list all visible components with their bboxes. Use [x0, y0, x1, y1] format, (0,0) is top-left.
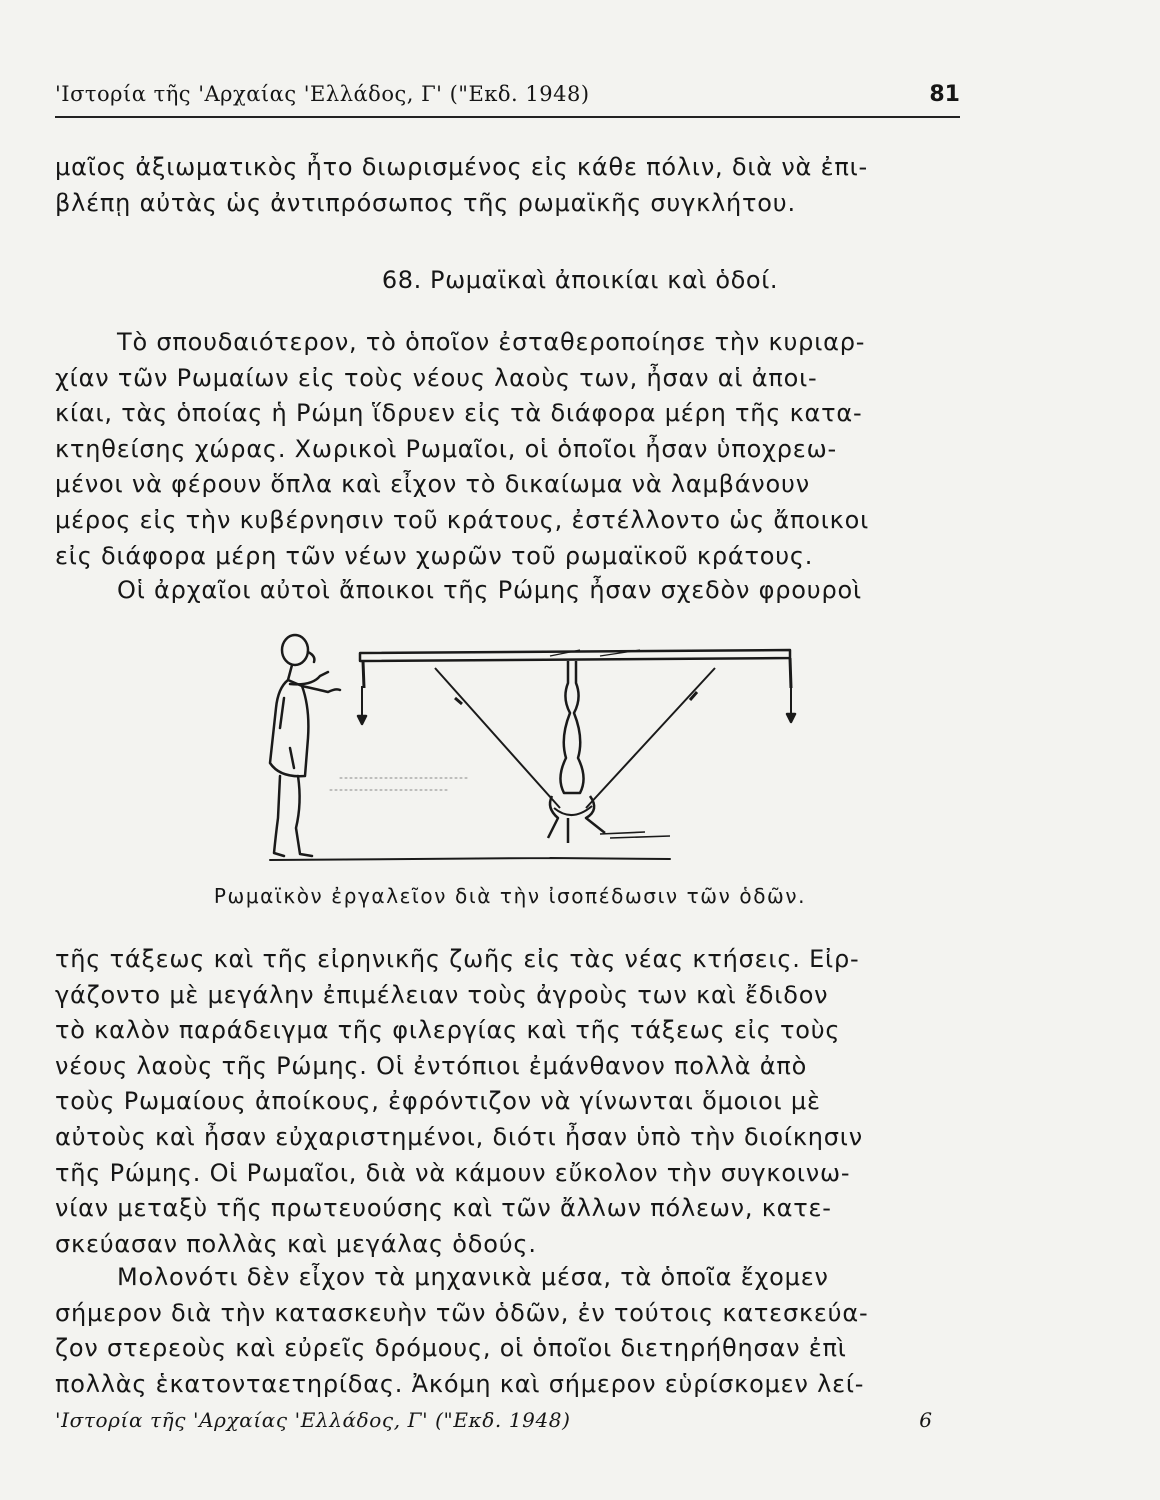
text-line: κίαι, τὰς ὁποίας ἡ Ρώμη ἵδρυεν εἰς τὰ διάφορα μέρη τῆς κατα-	[55, 399, 863, 428]
text-line: μέρος εἰς τὴν κυβέρνησιν τοῦ κράτους, ἐστέλλοντο ὡς ἄποικοι	[55, 505, 870, 534]
signature-number: 6	[919, 1408, 932, 1432]
text-line: ζον στερεοὺς καὶ εὐρεῖς δρόμους, οἱ ὁποῖοι διετηρήθησαν ἐπὶ	[55, 1334, 847, 1363]
text-line: χίαν τῶν Ρωμαίων εἰς τοὺς νέους λαοὺς των, ἦσαν αἱ ἀποι-	[55, 363, 818, 392]
text-line: τοὺς Ρωμαίους ἀποίκους, ἐφρόντιζον νὰ γίνωνται ὅμοιοι μὲ	[55, 1087, 821, 1116]
paragraph-roads	[55, 1260, 965, 1402]
paragraph-settlers-continued	[55, 942, 965, 1262]
text-line: νέους λαοὺς τῆς Ρώμης. Οἱ ἐντόπιοι ἐμάνθανον πολλὰ ἀπὸ	[55, 1051, 808, 1080]
text-line: τὸ καλὸν παράδειγμα τῆς φιλεργίας καὶ τῆς τάξεως εἰς τοὺς	[55, 1016, 841, 1045]
text-line: τῆς τάξεως καὶ τῆς εἰρηνικῆς ζωῆς εἰς τὰς νέας κτήσεις. Εἰρ-	[55, 945, 860, 973]
text-line: βλέπῃ αὐτὰς ὡς ἀντιπρόσωπος τῆς ρωμαϊκῆς συγκλήτου.	[55, 188, 796, 217]
text-line: μένοι νὰ φέρουν ὅπλα καὶ εἶχον τὸ δικαίωμα νὰ λαμβάνουν	[55, 470, 810, 499]
figure-caption: Ρωμαϊκὸν ἐργαλεῖον διὰ τὴν ἰσοπέδωσιν τῶν ὁδῶν.	[213, 884, 807, 908]
text-line: Οἱ ἀρχαῖοι αὐτοὶ ἄποικοι τῆς Ρώμης ἦσαν σχεδὸν φρουροὶ	[117, 576, 862, 604]
section-heading: 68. Ρωμαϊκαὶ ἀποικίαι καὶ ὁδοί.	[381, 266, 779, 294]
paragraph-colonies	[55, 325, 965, 574]
text-line: πολλὰς ἑκατονταετηρίδας. Ἀκόμη καὶ σήμερον εὑρίσκομεν λεί-	[55, 1369, 865, 1398]
text-line: μαῖος ἀξιωματικὸς ἦτο διωρισμένος εἰς κάθε πόλιν, διὰ νὰ ἐπι-	[55, 153, 869, 181]
text-line: κτηθείσης χώρας. Χωρικοὶ Ρωμαῖοι, οἱ ὁποῖοι ἦσαν ὑποχρεω-	[55, 434, 837, 463]
text-line: τῆς Ρώμης. Οἱ Ρωμαῖοι, διὰ νὰ κάμουν εὔκολον τὴν συγκοινω-	[55, 1158, 851, 1187]
text-line: Τὸ σπουδαιότερον, τὸ ὁποῖον ἐσταθεροποίησε τὴν κυριαρ-	[117, 328, 866, 356]
intro-paragraph	[55, 150, 965, 221]
text-line: σκεύασαν πολλὰς καὶ μεγάλας ὁδούς.	[55, 1229, 537, 1258]
text-line: νίαν μεταξὺ τῆς πρωτευούσης καὶ τῶν ἄλλων πόλεων, κατε-	[55, 1194, 832, 1223]
groma-illustration	[250, 628, 810, 883]
text-line: γάζοντο μὲ μεγάλην ἐπιμέλειαν τοὺς ἀγροὺς των καὶ ἔδιδον	[55, 980, 829, 1009]
page-number: 81	[929, 82, 960, 107]
paragraph-settlers-start	[55, 573, 965, 609]
text-line: αὐτοὺς καὶ ἦσαν εὐχαριστημένοι, διότι ἦσαν ὑπὸ τὴν διοίκησιν	[55, 1122, 863, 1151]
text-line: εἰς διάφορα μέρη τῶν νέων χωρῶν τοῦ ρωμαϊκοῦ κράτους.	[55, 541, 814, 570]
footer-title: 'Ιστορία τῆς 'Αρχαίας 'Ελλάδος, Γ' ("Εκδ. 1948)	[55, 1408, 571, 1432]
header-title: 'Ιστορία τῆς 'Αρχαίας 'Ελλάδος, Γ' ("Εκδ. 1948)	[55, 82, 590, 106]
text-line: σήμερον διὰ τὴν κατασκευὴν τῶν ὁδῶν, ἐν τούτοις κατεσκεύα-	[55, 1298, 869, 1327]
text-line: Μολονότι δὲν εἶχον τὰ μηχανικὰ μέσα, τὰ ὁποῖα ἔχομεν	[117, 1263, 829, 1291]
running-header	[55, 82, 960, 118]
